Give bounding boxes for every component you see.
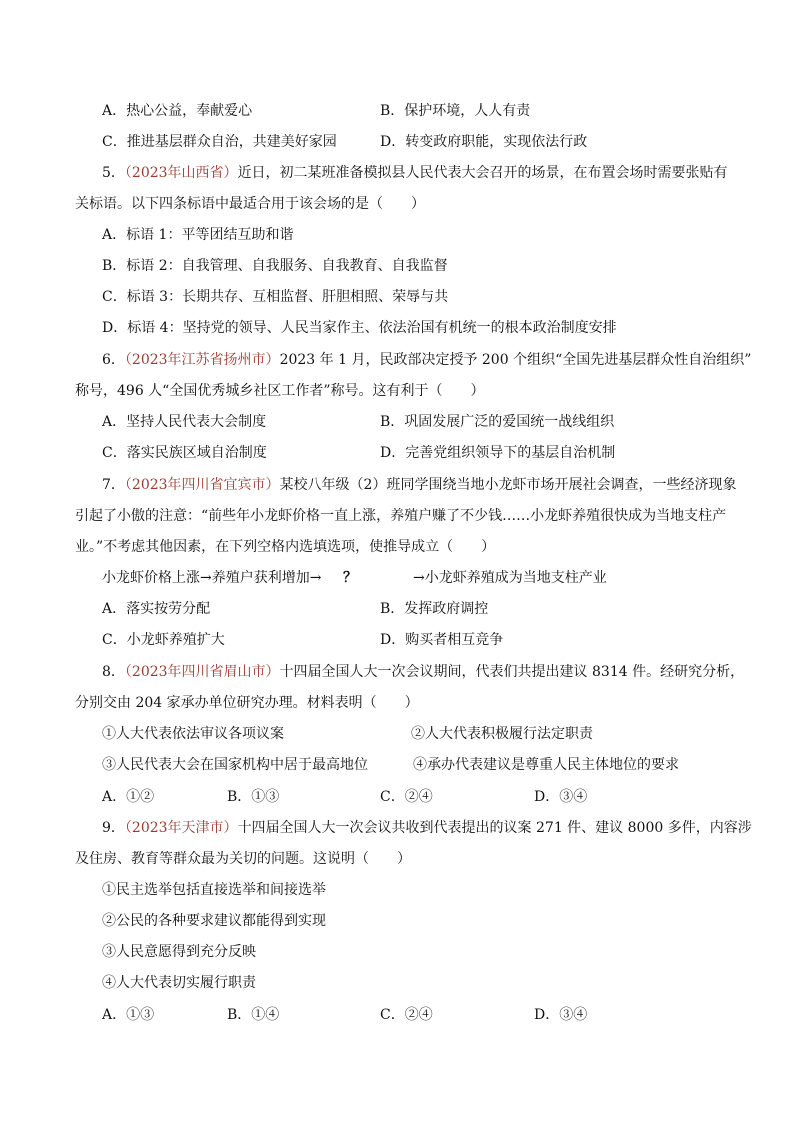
- q5-number: 5．: [102, 165, 125, 181]
- q8-item-1: ①人大代表依法审议各项议案: [102, 726, 284, 742]
- q7-option-a: A．落实按劳分配: [102, 601, 211, 617]
- q5-option-b: B．标语 2：自我管理、自我服务、自我教育、自我监督: [102, 258, 448, 274]
- q7-chain-left: 小龙虾价格上涨→养殖户获利增加→: [102, 570, 322, 586]
- q7-chain-right: →小龙虾养殖成为当地支柱产业: [413, 570, 607, 586]
- q6-source: （2023年江苏省扬州市）: [124, 352, 280, 368]
- q8-option-b: B．①③: [227, 789, 280, 805]
- q5-stem-text-1: 近日，初二某班准备模拟县人民代表大会召开的场景，在布置会场时需要张贴有: [237, 165, 728, 181]
- q6-option-b: B．巩固发展广泛的爱国统一战线组织: [380, 414, 615, 430]
- q7-source: （2023年四川省宜宾市）: [124, 477, 280, 493]
- q7-option-c: C．小龙虾养殖扩大: [102, 632, 225, 648]
- q9-number: 9．: [102, 820, 125, 836]
- q7-stem-line-3: 业。”不考虑其他因素，在下列空格内选填选项，使推导成立（ ）: [75, 539, 496, 555]
- q7-option-b: B．发挥政府调控: [380, 601, 489, 617]
- q9-option-b: B．①④: [227, 1007, 280, 1023]
- q6-option-a: A．坚持人民代表大会制度: [102, 414, 267, 430]
- q8-item-2: ②人大代表积极履行法定职责: [411, 726, 593, 742]
- q8-stem-line-2: 分别交由 204 家承办单位研究办理。材料表明（ ）: [75, 695, 419, 711]
- q5-option-a: A．标语 1：平等团结互助和谐: [102, 227, 294, 243]
- q4-option-d: D．转变政府职能，实现依法行政: [380, 134, 588, 150]
- q6-option-d: D．完善党组织领导下的基层自治机制: [380, 445, 616, 461]
- q5-stem-line-2: 关标语。以下四条标语中最适合用于该会场的是（ ）: [75, 196, 425, 212]
- q9-source: （2023年天津市）: [124, 820, 238, 836]
- q7-stem-line-1: [102, 475, 752, 495]
- q7-option-d: D．购买者相互竞争: [380, 632, 504, 648]
- q8-option-c: C．②④: [380, 789, 433, 805]
- q9-stem-line-2: 及住房、教育等群众最为关切的问题。这说明（ ）: [75, 851, 411, 867]
- q9-option-a: A．①③: [102, 1007, 155, 1023]
- q4-option-b: B．保护环境，人人有责: [380, 103, 531, 119]
- q6-option-c: C．落实民族区域自治制度: [102, 445, 267, 461]
- q5-option-d: D．标语 4：坚持党的领导、人民当家作主、依法治国有机统一的根本政治制度安排: [102, 320, 617, 336]
- q7-chain-mark: ？: [343, 570, 357, 586]
- q7-stem-text-1: 某校八年级（2）班同学围绕当地小龙虾市场开展社会调查，一些经济现象: [279, 477, 737, 493]
- q5-option-c: C．标语 3：长期共存、互相监督、肝胆相照、荣辱与共: [102, 289, 449, 305]
- q9-stem-line-1: [102, 818, 752, 838]
- q9-item-1: ①民主选举包括直接选举和间接选举: [102, 882, 326, 898]
- q8-stem-text-1: 十四届全国人大一次会议期间，代表们共提出建议 8314 件。经研究分析，: [279, 664, 745, 680]
- q8-item-4: ④承办代表建议是尊重人民主体地位的要求: [413, 757, 679, 773]
- q4-option-a: A．热心公益，奉献爱心: [102, 103, 253, 119]
- q8-item-3: ③人民代表大会在国家机构中居于最高地位: [102, 757, 368, 773]
- q9-item-4: ④人大代表切实履行职责: [102, 975, 256, 991]
- q6-stem-line-2: 称号，496 人“全国优秀城乡社区工作者”称号。这有利于（ ）: [75, 383, 485, 399]
- q5-source: （2023年山西省）: [124, 165, 238, 181]
- q8-number: 8．: [102, 664, 125, 680]
- q8-stem-line-1: [102, 662, 752, 682]
- q8-option-a: A．①②: [102, 789, 155, 805]
- q5-stem-line-1: [102, 163, 752, 183]
- q9-option-d: D．③④: [534, 1007, 588, 1023]
- q7-stem-line-2: 引起了小傲的注意：“前些年小龙虾价格一直上涨，养殖户赚了不少钱……小龙虾养殖很快成为当地支柱产: [75, 508, 727, 524]
- q6-stem-line-1: [102, 350, 752, 370]
- q6-stem-text-1: 2023 年 1 月，民政部决定授予 200 个组织“全国先进基层群众性自治组织”: [279, 352, 752, 368]
- q6-number: 6．: [102, 352, 125, 368]
- q8-option-d: D．③④: [534, 789, 588, 805]
- q4-option-c: C．推进基层群众自治，共建美好家园: [102, 134, 337, 150]
- q7-number: 7．: [102, 477, 125, 493]
- q9-item-3: ③人民意愿得到充分反映: [102, 944, 256, 960]
- q9-option-c: C．②④: [380, 1007, 433, 1023]
- q8-source: （2023年四川省眉山市）: [124, 664, 280, 680]
- q9-stem-text-1: 十四届全国人大一次会议共收到代表提出的议案 271 件、建议 8000 多件，内容涉: [237, 820, 752, 836]
- q9-item-2: ②公民的各种要求建议都能得到实现: [102, 913, 326, 929]
